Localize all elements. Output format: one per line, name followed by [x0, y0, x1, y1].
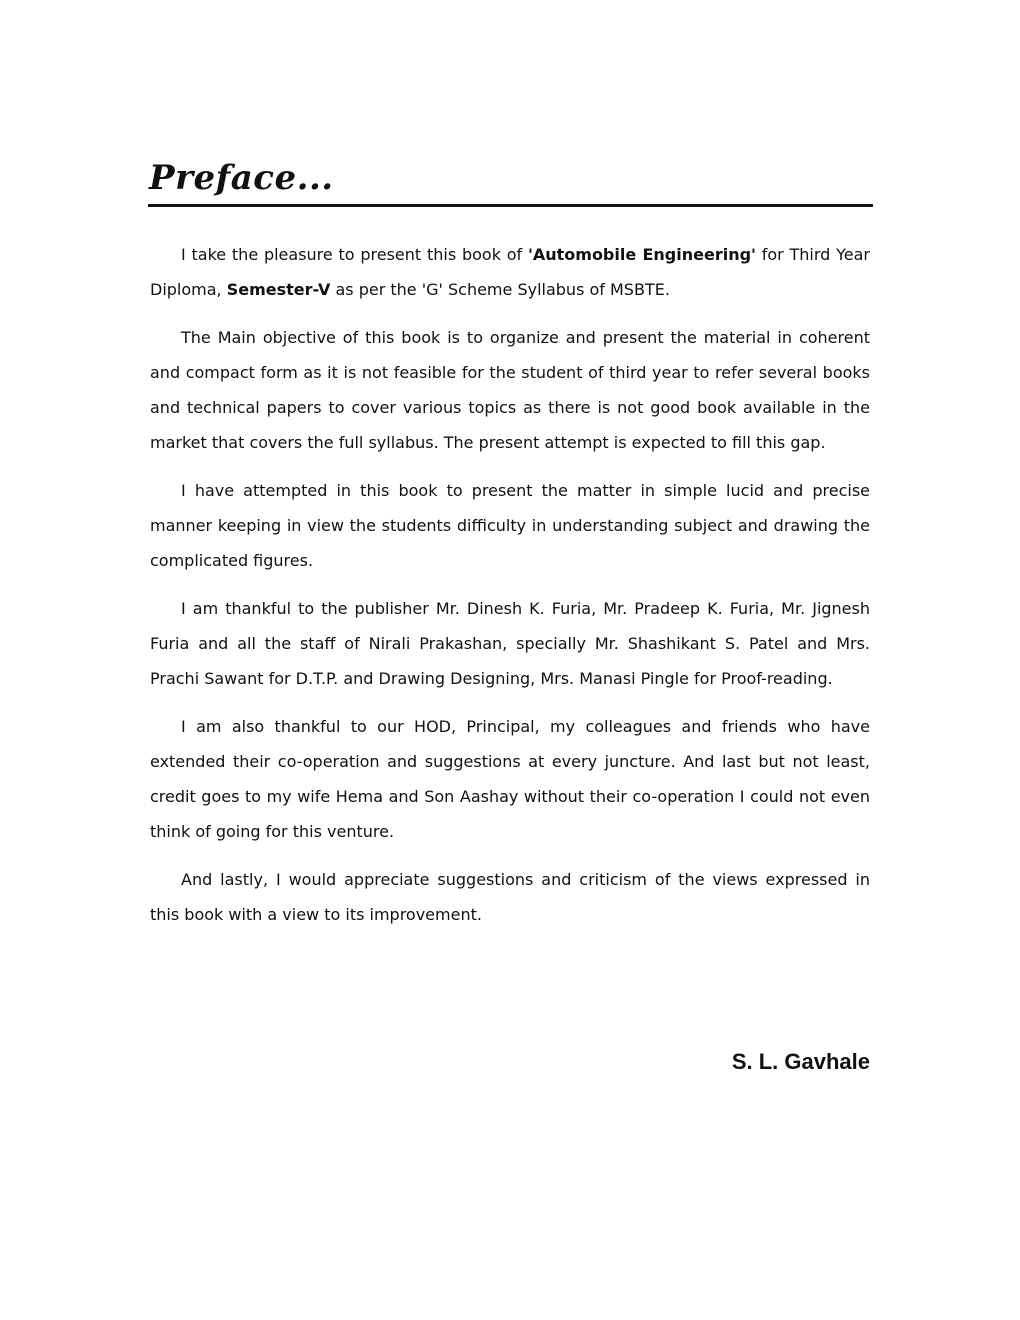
- paragraph-closing: And lastly, I would appreciate suggestions and criticism of the views expressed in this book with a view to its improvement.: [150, 870, 870, 924]
- semester-label: Semester-V: [226, 280, 331, 299]
- paragraph-text: as per the 'G' Scheme Syllabus of MSBTE.: [330, 280, 670, 299]
- paragraph-text: I take the pleasure to present this book of: [181, 245, 528, 264]
- page-title: Preface...: [149, 158, 334, 198]
- paragraph-introduction: [150, 237, 870, 307]
- paragraph-objective: The Main objective of this book is to organize and present the material in coherent and compact form as it is not feasible for the student of third year to refer several books and technical papers to cover various topics as there is not good book available in the market that covers the full syllabus. The present attempt is expected to fill this gap.: [150, 328, 870, 452]
- book-title: 'Automobile Engineering': [527, 245, 756, 264]
- author-signature: S. L. Gavhale: [731, 1049, 870, 1074]
- preface-body: [150, 237, 870, 945]
- paragraph-text: for Third Year Diploma,: [150, 245, 870, 299]
- title-underline-divider: [148, 204, 873, 207]
- paragraph-personal-thanks: I am also thankful to our HOD, Principal, my colleagues and friends who have extended their co-operation and suggestions at every juncture. And last but not least, credit goes to my wife Hema and Son Aashay without their co-operation I could not even think of going for this venture.: [150, 717, 870, 841]
- paragraph-publisher-thanks: I am thankful to the publisher Mr. Dinesh K. Furia, Mr. Pradeep K. Furia, Mr. Jignesh Furia and all the staff of Nirali Prakashan, specially Mr. Shashikant S. Patel and Mrs. Prachi Sawant for D.T.P. and Drawing Designing, Mrs. Manasi Pingle for Proof-reading.: [150, 599, 870, 688]
- paragraph-approach: I have attempted in this book to present the matter in simple lucid and precise manner keeping in view the students difficulty in understanding subject and drawing the complicated figures.: [150, 481, 870, 570]
